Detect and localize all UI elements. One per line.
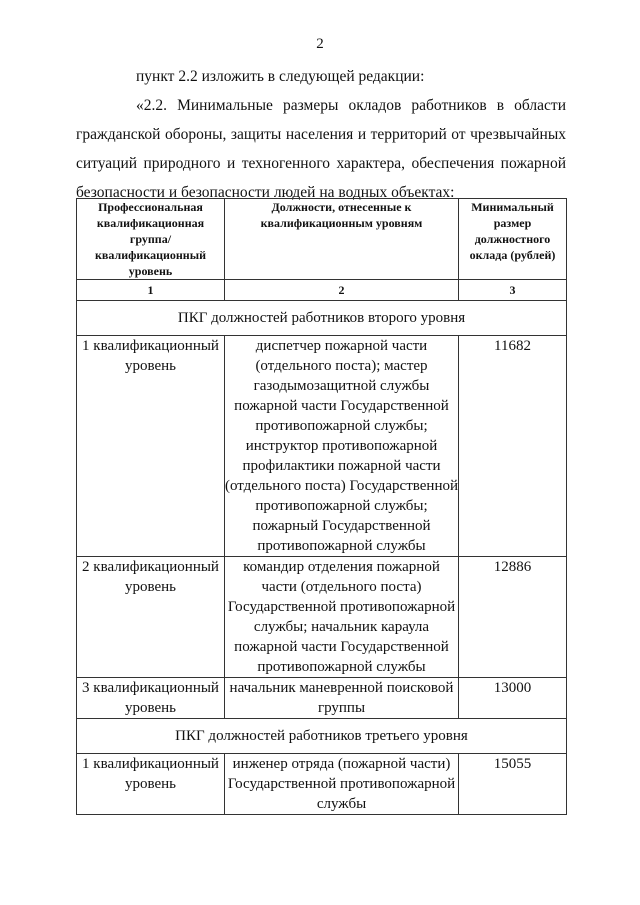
- table-column-numbers-row: [77, 280, 567, 301]
- group-row: [77, 301, 567, 336]
- group-row: [77, 719, 567, 754]
- salary-cell: 13000: [459, 678, 567, 719]
- table-header-row: [77, 199, 567, 280]
- header-min-salary: Минимальный размер должностного оклада (рублей): [459, 199, 567, 280]
- clause-paragraph: «2.2. Минимальные размеры окладов работников в области гражданской обороны, защиты населения и территорий от чрезвычайных ситуаций природного и техногенного характера, обеспечения пожарной безопасности и безопасности людей на водных объектах:: [76, 97, 566, 201]
- intro-paragraph: пункт 2.2 изложить в следующей редакции:: [136, 68, 425, 85]
- table-row: [77, 557, 567, 678]
- salary-table: [76, 198, 567, 815]
- column-number: 1: [77, 280, 225, 301]
- table-row: [77, 754, 567, 815]
- header-qualification-group: Профессиональная квалификационная группа/ квалификационный уровень: [77, 199, 225, 280]
- salary-cell: 11682: [459, 336, 567, 557]
- table-row: [77, 336, 567, 557]
- column-number: 2: [225, 280, 459, 301]
- qualification-level: 2 квалификационный уровень: [77, 557, 225, 678]
- positions-cell: начальник маневренной поисковой группы: [225, 678, 459, 719]
- header-positions: Должности, отнесенные к квалификационным уровням: [225, 199, 459, 280]
- salary-cell: 12886: [459, 557, 567, 678]
- group-title: ПКГ должностей работников второго уровня: [77, 301, 567, 336]
- group-title: ПКГ должностей работников третьего уровня: [77, 719, 567, 754]
- qualification-level: 1 квалификационный уровень: [77, 336, 225, 557]
- qualification-level: 1 квалификационный уровень: [77, 754, 225, 815]
- qualification-level: 3 квалификационный уровень: [77, 678, 225, 719]
- positions-cell: командир отделения пожарной части (отдельного поста) Государственной противопожарной службы; начальник караула пожарной части Государственной противопожарной службы: [225, 557, 459, 678]
- table-row: [77, 678, 567, 719]
- salary-cell: 15055: [459, 754, 567, 815]
- positions-cell: инженер отряда (пожарной части) Государственной противопожарной службы: [225, 754, 459, 815]
- page-number: 2: [316, 36, 324, 52]
- column-number: 3: [459, 280, 567, 301]
- positions-cell: диспетчер пожарной части (отдельного поста); мастер газодымозащитной службы пожарной части Государственной противопожарной службы; инструктор противопожарной профилактики пожарной части (отдельного поста) Государственной противопожарной службы; пожарный Государственной противопожарной службы: [225, 336, 459, 557]
